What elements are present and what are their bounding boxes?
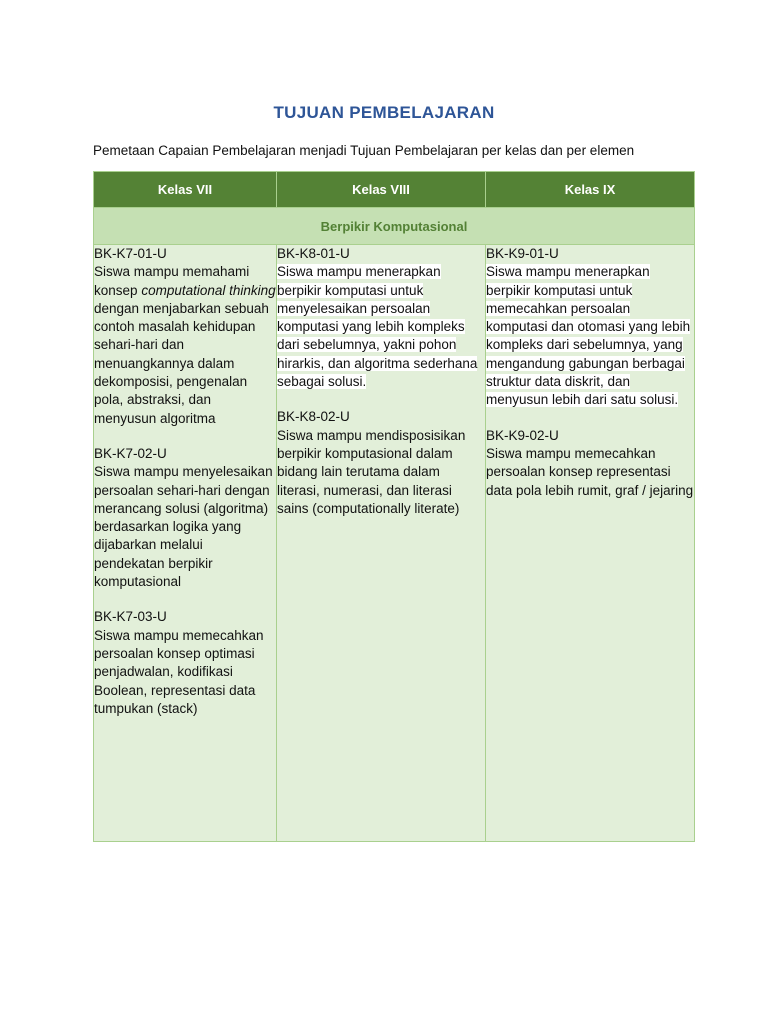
objective-code: BK-K8-01-U (277, 246, 350, 261)
kelas-viii-cell (277, 245, 486, 842)
element-row (94, 208, 695, 245)
objective-description: Siswa mampu menyelesaikan persoalan sehari-hari dengan merancang solusi (algoritma) berdasarkan logika yang dijabarkan melalui pendekatan berpikir komputasional (94, 464, 273, 590)
objective-description: Siswa mampu memecahkan persoalan konsep representasi data pola lebih rumit, graf / jejaring (486, 445, 694, 498)
kelas-vii-cell (94, 245, 277, 842)
objective-item (94, 445, 276, 591)
intro-text: Pemetaan Capaian Pembelajaran menjadi Tujuan Pembelajaran per kelas dan per elemen (93, 143, 635, 158)
element-name: Berpikir Komputasional (94, 208, 695, 245)
objective-item (94, 245, 276, 428)
objective-code: BK-K7-03-U (94, 609, 167, 625)
objective-description: Siswa mampu menerapkan berpikir komputasi untuk menyelesaikan persoalan komputasi yang lebih kompleks dari sebelumnya, yakni pohon hirarkis, dan algoritma sederhana sebagai solusi. (277, 264, 478, 390)
objective-description: Siswa mampu memecahkan persoalan konsep optimasi penjadwalan, kodifikasi Boolean, representasi data tumpukan (stack) (94, 627, 264, 716)
objective-code: BK-K8-02-U (277, 409, 350, 425)
header-kelas-vii: Kelas VII (94, 172, 277, 208)
objectives-row (94, 245, 695, 842)
header-kelas-viii: Kelas VIII (277, 172, 486, 208)
objective-term-italic: computational thinking (141, 282, 276, 298)
document-title: TUJUAN PEMBELAJARAN (273, 103, 495, 122)
objective-code: BK-K9-02-U (486, 427, 559, 443)
objective-item (486, 427, 694, 500)
objective-code: BK-K9-01-U (486, 246, 559, 261)
objective-code: BK-K7-02-U (94, 445, 167, 461)
kelas-ix-cell (486, 245, 695, 842)
objective-item (277, 408, 485, 518)
objective-item (94, 608, 276, 718)
objective-description: Siswa mampu memahami konsep computational thinking dengan menjabarkan sebuah contoh masalah kehidupan sehari-hari dan menuangkannya dalam dekomposisi, pengenalan pola, abstraksi, dan menyusun algoritma (94, 264, 276, 426)
objective-item (277, 245, 485, 391)
learning-objectives-table (93, 171, 695, 842)
objective-description: Siswa mampu mendisposisikan berpikir komputasional dalam bidang lain terutama dalam literasi, numerasi, dan literasi sains (computationally literate) (277, 427, 466, 516)
header-kelas-ix: Kelas IX (486, 172, 695, 208)
table-header-row (94, 172, 695, 208)
objective-code: BK-K7-01-U (94, 246, 167, 261)
objective-item (486, 245, 694, 410)
objective-description: Siswa mampu menerapkan berpikir komputasi untuk memecahkan persoalan komputasi dan otomasi yang lebih kompleks dari sebelumnya, yang mengandung gabungan berbagai struktur data diskrit, dan menyusun lebih dari satu solusi. (486, 264, 691, 408)
